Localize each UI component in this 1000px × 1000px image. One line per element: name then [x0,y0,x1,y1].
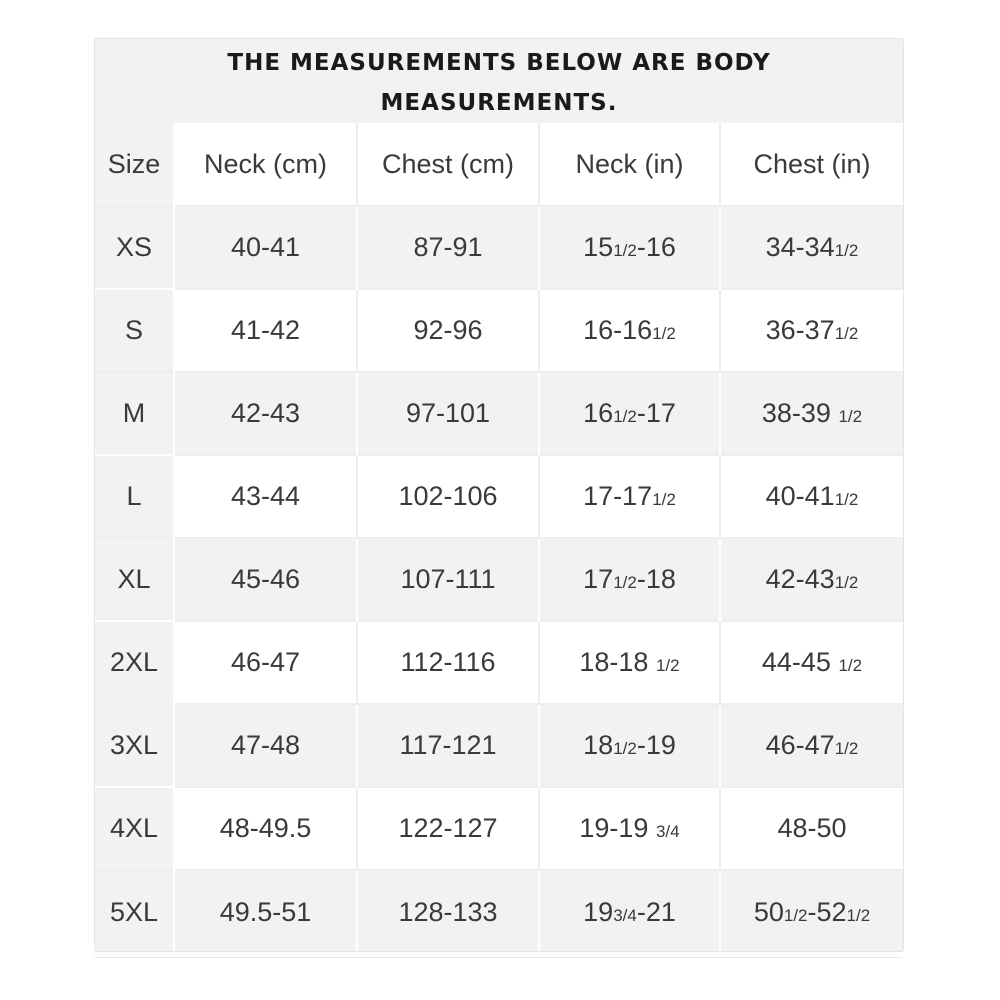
cell-chest-in: 46-471/2 [720,704,903,787]
cell-chest-in: 40-411/2 [720,455,903,538]
cell-size: 5XL [95,870,174,952]
cell-size: XL [95,538,174,621]
cell-chest-in: 36-371/2 [720,289,903,372]
cell-chest-cm: 128-133 [357,870,539,952]
fraction: 1/2 [613,573,637,592]
cell-neck-in: 19-19 3/4 [539,787,720,870]
cell-chest-cm: 87-91 [357,206,539,289]
cell-neck-in: 181/2-19 [539,704,720,787]
cell-neck-cm: 48-49.5 [174,787,357,870]
cell-neck-cm: 40-41 [174,206,357,289]
column-header-chest-cm: Chest (cm) [357,123,539,206]
fraction: 1/2 [834,241,859,260]
cell-chest-in: 38-39 1/2 [720,372,903,455]
fraction: 1/2 [834,573,859,592]
cell-neck-in: 151/2-16 [539,206,720,289]
table-header-row [95,123,903,206]
cell-size: 3XL [95,704,174,787]
cell-neck-in: 16-161/2 [539,289,720,372]
fraction: 1/2 [652,324,676,343]
fraction: 1/2 [834,739,859,758]
cell-neck-cm: 47-48 [174,704,357,787]
column-header-size: Size [95,123,174,206]
column-header-chest-in: Chest (in) [720,123,903,206]
table-row [95,621,903,704]
table-row [95,455,903,538]
size-table [95,123,903,952]
fraction: 1/2 [613,739,637,758]
cell-chest-in: 34-341/2 [720,206,903,289]
column-header-neck-cm: Neck (cm) [174,123,357,206]
cell-size: S [95,289,174,372]
cell-chest-cm: 117-121 [357,704,539,787]
table-row [95,787,903,870]
cell-neck-in: 17-171/2 [539,455,720,538]
cell-neck-cm: 45-46 [174,538,357,621]
chart-title: THE MEASUREMENTS BELOW ARE BODY MEASUREMENTS. [95,39,903,123]
fraction: 1/2 [613,241,637,260]
cell-neck-in: 171/2-18 [539,538,720,621]
cell-chest-cm: 107-111 [357,538,539,621]
cell-neck-cm: 42-43 [174,372,357,455]
cell-chest-cm: 102-106 [357,455,539,538]
fraction: 1/2 [613,407,637,426]
fraction: 1/2 [838,407,863,426]
fraction: 3/4 [613,905,637,925]
table-body [95,206,903,952]
cell-size: 2XL [95,621,174,704]
cell-chest-in: 44-45 1/2 [720,621,903,704]
fraction: 1/2 [655,656,680,675]
cell-chest-cm: 97-101 [357,372,539,455]
bottom-divider [94,957,902,958]
table-row [95,870,903,952]
fraction: 3/4 [655,822,680,841]
column-header-neck-in: Neck (in) [539,123,720,206]
table-row [95,538,903,621]
fraction: 1/2 [834,324,859,343]
table-row [95,372,903,455]
table-row [95,704,903,787]
table-row [95,206,903,289]
cell-chest-in: 48-50 [720,787,903,870]
fraction: 1/2 [838,656,863,675]
cell-neck-in: 193/4-21 [539,870,720,952]
fraction: 1/2 [652,490,676,509]
cell-size: 4XL [95,787,174,870]
fraction: 1/2 [783,905,808,925]
fraction: 1/2 [846,905,871,925]
cell-neck-in: 161/2-17 [539,372,720,455]
cell-neck-cm: 46-47 [174,621,357,704]
size-chart [94,38,904,952]
cell-neck-cm: 41-42 [174,289,357,372]
cell-size: M [95,372,174,455]
cell-chest-cm: 92-96 [357,289,539,372]
cell-chest-cm: 122-127 [357,787,539,870]
fraction: 1/2 [834,490,859,509]
cell-chest-cm: 112-116 [357,621,539,704]
table-row [95,289,903,372]
cell-neck-cm: 49.5-51 [174,870,357,952]
cell-chest-in: 42-431/2 [720,538,903,621]
cell-neck-cm: 43-44 [174,455,357,538]
cell-size: XS [95,206,174,289]
cell-neck-in: 18-18 1/2 [539,621,720,704]
cell-chest-in: 501/2-521/2 [720,870,903,952]
cell-size: L [95,455,174,538]
